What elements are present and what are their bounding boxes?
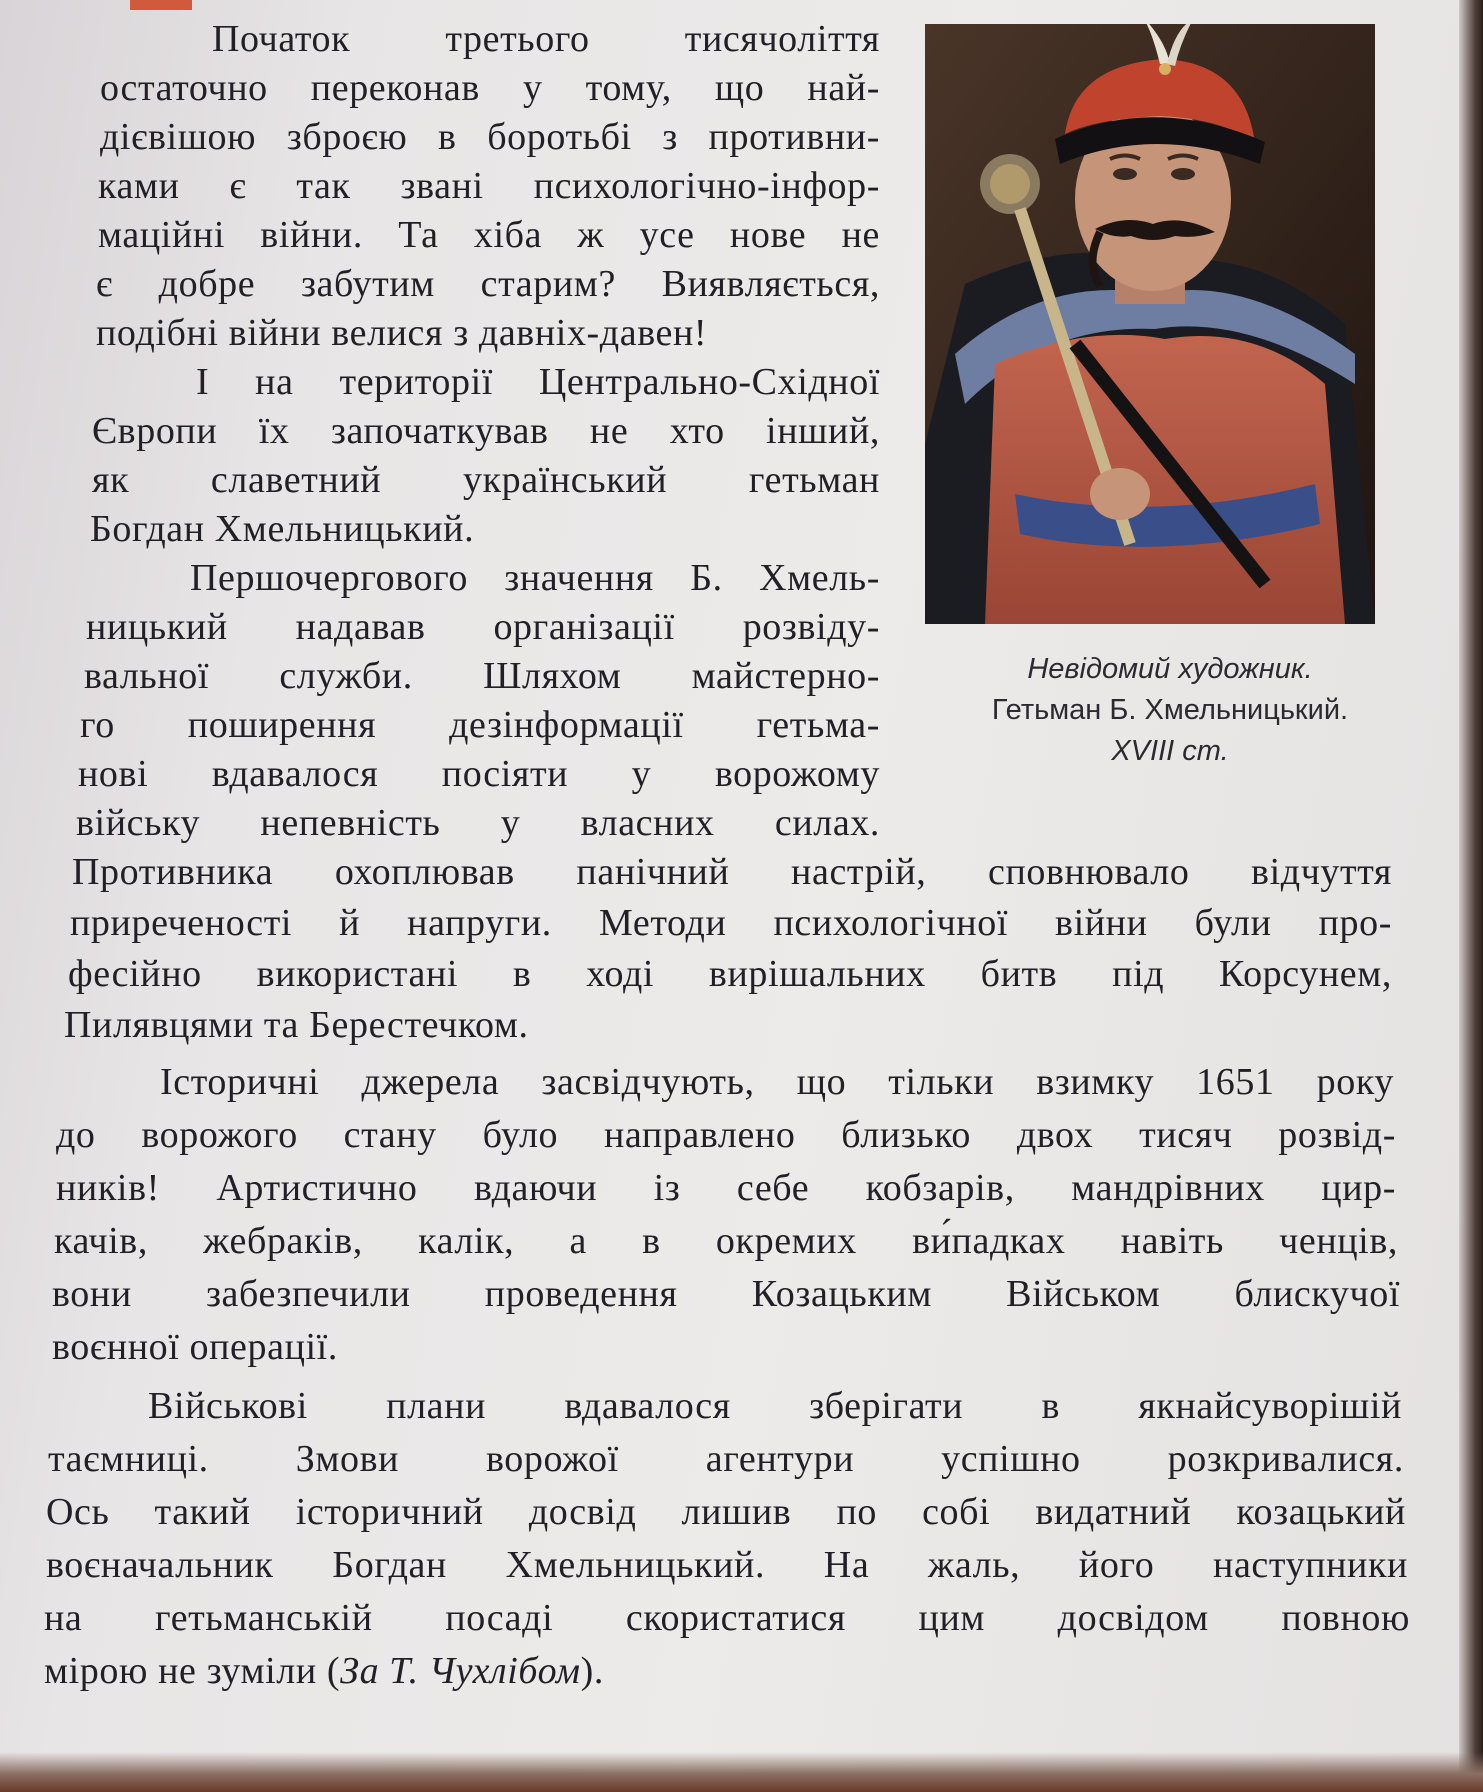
portrait-caption-artist: Невідомий художник. xyxy=(1027,653,1313,685)
text-line: ками є так звані психологічно-інфор- xyxy=(98,165,880,207)
text-line: Противника охоплював панічний настрій, сповнювало відчуття xyxy=(72,851,1392,893)
text-line: фесійно використані в ході вирішальних битв під Корсунем, xyxy=(68,953,1392,995)
text-line: Початок третього тисячоліття xyxy=(212,18,880,60)
text-line: таємниці. Змови ворожої агентури успішно розкривалися. xyxy=(48,1438,1404,1480)
text-line: го поширення дезінформації гетьма- xyxy=(80,704,880,746)
text-line: дієвішою зброєю в боротьбі з противни- xyxy=(100,116,880,158)
text-line: ників! Артистично вдаючи із себе кобзарів, мандрівних цир- xyxy=(56,1167,1396,1209)
portrait-caption-date: XVIII ст. xyxy=(1111,735,1229,767)
text-line: Першочергового значення Б. Хмель- xyxy=(190,557,880,599)
text-line: на гетьманській посаді скористатися цим досвідом повною xyxy=(44,1597,1410,1639)
portrait-caption-title: Гетьман Б. Хмельницький. xyxy=(991,694,1349,726)
page-color-tab xyxy=(130,0,192,10)
text-line: подібні війни велися з давніх-давен! xyxy=(96,312,708,354)
text-line: Пилявцями та Берестечком. xyxy=(64,1004,529,1046)
text-line: мірою не зуміли ( xyxy=(44,1650,341,1692)
book-edge-bottom xyxy=(0,1752,1483,1792)
text-line: вони забезпечили проведення Козацьким Військом блискучої xyxy=(52,1273,1400,1315)
portrait-drawing xyxy=(925,24,1375,624)
text-line: Ось такий історичний досвід лишив по собі видатний козацький xyxy=(46,1491,1406,1533)
source-attribution: За Т. Чухлібом xyxy=(340,1650,581,1692)
text-line: як славетний український гетьман xyxy=(92,459,880,501)
text-line: ницький надавав організації розвіду- xyxy=(86,606,880,648)
text-line: Європи їх започаткував не хто інший, xyxy=(92,410,880,452)
text-line-tail: ). xyxy=(580,1650,604,1692)
hetman-portrait-image xyxy=(925,24,1375,624)
text-line: Історичні джерела засвідчують, що тільки взимку 1651 року xyxy=(160,1061,1394,1103)
text-line: воєнної операції. xyxy=(52,1326,338,1368)
text-line: маційні війни. Та хіба ж усе нове не xyxy=(98,214,880,256)
text-line: приреченості й напруги. Методи психологічної війни були про- xyxy=(70,902,1392,944)
book-edge-right xyxy=(1459,0,1483,1792)
text-line: є добре забутим старим? Виявляється, xyxy=(96,263,880,305)
text-line: нові вдавалося посіяти у ворожому xyxy=(78,753,880,795)
text-line: до ворожого стану було направлено близько двох тисяч розвід- xyxy=(56,1114,1396,1156)
text-line: Військові плани вдавалося зберігати в якнайсуворішій xyxy=(148,1385,1402,1427)
text-line: війську непевність у власних силах. xyxy=(76,802,880,844)
text-line: вальної служби. Шляхом майстерно- xyxy=(84,655,880,697)
text-line: качів, жебраків, калік, а в окремих ви́падках навіть ченців, xyxy=(54,1220,1398,1262)
text-line: Богдан Хмельницький. xyxy=(90,508,475,550)
text-line: воєначальник Богдан Хмельницький. На жаль, його наступники xyxy=(46,1544,1408,1586)
text-line-final xyxy=(44,1646,1410,1696)
text-line: остаточно переконав у тому, що най- xyxy=(100,67,880,109)
text-line: І на території Центрально-Східної xyxy=(196,361,880,403)
